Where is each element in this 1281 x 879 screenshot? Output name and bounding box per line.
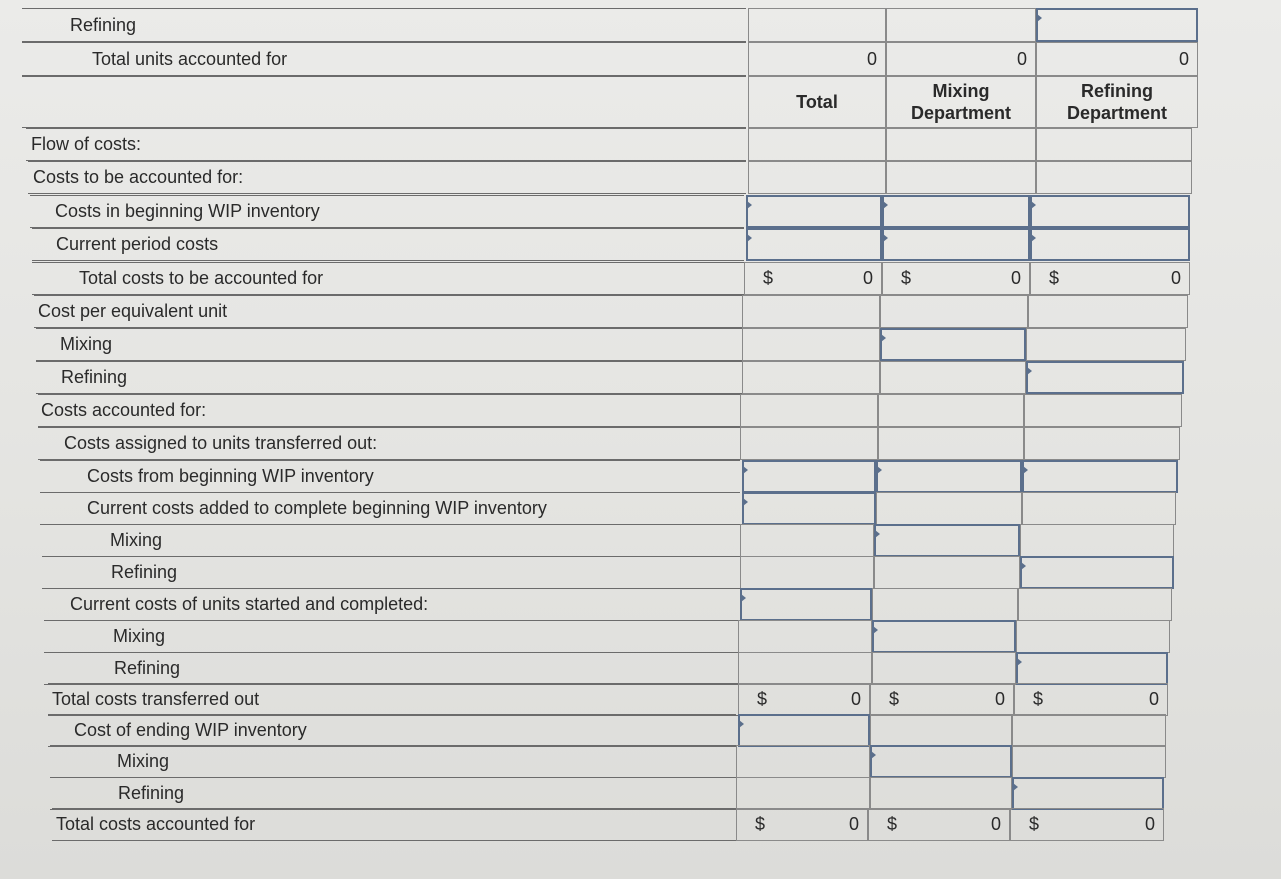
sc-mixing-mixing-input[interactable]	[872, 620, 1016, 653]
total-units-mixing-value: 0	[1016, 49, 1027, 69]
total-transferred-mixing-cell	[870, 683, 1014, 716]
added-refining-total-cell	[740, 556, 874, 589]
assigned-mixing-cell	[878, 427, 1024, 460]
total-accounted-total-cell	[736, 808, 868, 841]
added-mixing-total-cell	[740, 524, 874, 557]
started-completed-mixing-cell	[872, 588, 1018, 621]
total-units-total-cell	[748, 42, 886, 76]
beginning-wip-row	[22, 195, 1198, 228]
beginning-wip-refining-input[interactable]	[1030, 195, 1190, 228]
assigned-transferred-label: Costs assigned to units transferred out:	[38, 427, 740, 460]
ewip-mixing-mixing-input[interactable]	[870, 745, 1012, 778]
accounted-mixing-cell	[878, 394, 1024, 427]
cpeu-mixing-label: Mixing	[36, 328, 742, 361]
total-to-be-refining-currency: $	[1049, 268, 1060, 288]
flow-refining-cell	[1036, 128, 1192, 161]
ewip-refining-refining-input[interactable]	[1012, 777, 1164, 810]
cpeu-mixing-row	[22, 328, 1198, 361]
header-mixing-department: Mixing Department	[886, 76, 1036, 128]
flow-of-costs-row	[22, 128, 1198, 161]
total-costs-to-be-row	[22, 262, 1198, 295]
cost-per-eu-label: Cost per equivalent unit	[34, 295, 742, 328]
cost-per-eu-row	[22, 295, 1198, 328]
added-mixing-label: Mixing	[42, 524, 740, 557]
header-refining-department: Refining Department	[1036, 76, 1198, 128]
cpeu-refining-label: Refining	[36, 361, 742, 394]
ending-wip-label: Cost of ending WIP inventory	[48, 714, 736, 747]
current-period-costs-label: Current period costs	[32, 228, 744, 261]
from-beginning-wip-label: Costs from beginning WIP inventory	[40, 460, 740, 493]
total-units-refining-cell	[1036, 42, 1198, 76]
sc-refining-mixing-cell	[872, 652, 1016, 685]
total-transferred-total-currency: $	[757, 689, 768, 709]
current-period-costs-row	[22, 228, 1198, 261]
total-accounted-label: Total costs accounted for	[52, 808, 736, 841]
total-transferred-refining-value: 0	[1148, 689, 1159, 709]
accounted-total-cell	[740, 394, 878, 427]
total-to-be-refining-cell	[1030, 262, 1190, 295]
added-refining-row	[22, 556, 1198, 589]
cpeu-mixing-total-cell	[742, 328, 880, 361]
total-transferred-row	[22, 683, 1198, 716]
ewip-mixing-label: Mixing	[50, 745, 736, 778]
to-be-mixing-cell	[886, 161, 1036, 194]
to-be-refining-cell	[1036, 161, 1192, 194]
cpeu-refining-total-cell	[742, 361, 880, 394]
ewip-refining-row	[22, 777, 1198, 810]
units-refining-row	[22, 8, 1198, 42]
sc-refining-row	[22, 652, 1198, 685]
cpeu-refining-row	[22, 361, 1198, 394]
units-refining-total-cell	[748, 8, 886, 42]
cpeu-mixing-mixing-input[interactable]	[880, 328, 1026, 361]
total-transferred-refining-cell	[1014, 683, 1168, 716]
cpeu-refining-mixing-cell	[880, 361, 1026, 394]
added-refining-mixing-cell	[874, 556, 1020, 589]
ending-wip-total-input[interactable]	[738, 714, 870, 747]
total-accounted-total-value: 0	[848, 814, 859, 834]
ending-wip-refining-cell	[1012, 714, 1166, 747]
started-completed-row	[22, 588, 1198, 621]
units-refining-mixing-cell	[886, 8, 1036, 42]
total-to-be-mixing-cell	[882, 262, 1030, 295]
from-beginning-mixing-input[interactable]	[876, 460, 1022, 493]
sc-mixing-refining-cell	[1016, 620, 1170, 653]
from-beginning-wip-row	[22, 460, 1198, 493]
units-refining-refining-input[interactable]	[1036, 8, 1198, 42]
total-accounted-refining-cell	[1010, 808, 1164, 841]
total-transferred-total-cell	[738, 683, 870, 716]
added-mixing-refining-cell	[1020, 524, 1174, 557]
assigned-refining-cell	[1024, 427, 1180, 460]
assigned-transferred-row	[22, 427, 1198, 460]
accounted-refining-cell	[1024, 394, 1182, 427]
beginning-wip-total-input[interactable]	[746, 195, 882, 228]
added-mixing-mixing-input[interactable]	[874, 524, 1020, 557]
sc-refining-total-cell	[738, 652, 872, 685]
total-transferred-refining-currency: $	[1033, 689, 1044, 709]
costs-to-be-accounted-row	[22, 161, 1198, 194]
ewip-refining-total-cell	[736, 777, 870, 810]
started-completed-refining-cell	[1018, 588, 1172, 621]
from-beginning-refining-input[interactable]	[1022, 460, 1178, 493]
flow-mixing-cell	[886, 128, 1036, 161]
assigned-total-cell	[740, 427, 878, 460]
ewip-mixing-row	[22, 745, 1198, 778]
beginning-wip-label: Costs in beginning WIP inventory	[30, 195, 744, 228]
total-accounted-mixing-currency: $	[887, 814, 898, 834]
total-to-be-mixing-currency: $	[901, 268, 912, 288]
from-beginning-total-input[interactable]	[742, 460, 876, 493]
total-transferred-mixing-currency: $	[889, 689, 900, 709]
sc-refining-refining-input[interactable]	[1016, 652, 1168, 685]
ewip-mixing-refining-cell	[1012, 745, 1166, 778]
total-accounted-mixing-cell	[868, 808, 1010, 841]
header-spacer	[22, 76, 746, 128]
flow-total-cell	[748, 128, 886, 161]
beginning-wip-mixing-input[interactable]	[882, 195, 1030, 228]
total-to-be-total-value: 0	[862, 268, 873, 288]
total-accounted-row	[22, 808, 1198, 841]
total-transferred-total-value: 0	[850, 689, 861, 709]
current-added-label: Current costs added to complete beginning WIP inventory	[40, 492, 740, 525]
to-be-total-cell	[748, 161, 886, 194]
total-costs-to-be-label: Total costs to be accounted for	[32, 262, 744, 295]
units-refining-label: Refining	[22, 8, 746, 42]
added-refining-label: Refining	[42, 556, 740, 589]
cost-report-worksheet	[22, 0, 1198, 846]
current-added-total-input[interactable]	[742, 492, 876, 525]
started-completed-total-input[interactable]	[740, 588, 872, 621]
current-added-row	[22, 492, 1198, 525]
sc-mixing-row	[22, 620, 1198, 653]
sc-mixing-total-cell	[738, 620, 872, 653]
added-refining-refining-input[interactable]	[1020, 556, 1174, 589]
costs-accounted-for-label: Costs accounted for:	[38, 394, 740, 427]
cpeu-refining-refining-input[interactable]	[1026, 361, 1184, 394]
total-transferred-label: Total costs transferred out	[48, 683, 738, 716]
total-to-be-mixing-value: 0	[1010, 268, 1021, 288]
cpeu-mixing-refining-cell	[1026, 328, 1186, 361]
total-units-row	[22, 42, 1198, 76]
total-to-be-refining-value: 0	[1170, 268, 1181, 288]
sc-refining-label: Refining	[44, 652, 738, 685]
added-mixing-row	[22, 524, 1198, 557]
total-transferred-mixing-value: 0	[994, 689, 1005, 709]
costs-accounted-for-row	[22, 394, 1198, 427]
ending-wip-mixing-cell	[870, 714, 1012, 747]
ending-wip-row	[22, 714, 1198, 747]
cost-per-eu-total-cell	[742, 295, 880, 328]
total-accounted-mixing-value: 0	[990, 814, 1001, 834]
header-total: Total	[748, 76, 886, 128]
current-added-mixing-cell	[876, 492, 1022, 525]
sc-mixing-label: Mixing	[44, 620, 738, 653]
ewip-mixing-total-cell	[736, 745, 870, 778]
ewip-refining-mixing-cell	[870, 777, 1012, 810]
costs-to-be-accounted-label: Costs to be accounted for:	[28, 161, 746, 194]
current-period-total-input[interactable]	[746, 228, 882, 261]
current-added-refining-cell	[1022, 492, 1176, 525]
total-accounted-refining-value: 0	[1144, 814, 1155, 834]
column-header-row	[22, 76, 1198, 128]
total-units-refining-value: 0	[1178, 49, 1189, 69]
total-accounted-total-currency: $	[755, 814, 766, 834]
total-accounted-refining-currency: $	[1029, 814, 1040, 834]
ewip-refining-label: Refining	[50, 777, 736, 810]
total-units-mixing-cell	[886, 42, 1036, 76]
total-to-be-total-currency: $	[763, 268, 774, 288]
total-units-label: Total units accounted for	[22, 42, 746, 76]
flow-of-costs-label: Flow of costs:	[26, 128, 746, 161]
cost-per-eu-mixing-cell	[880, 295, 1028, 328]
started-completed-label: Current costs of units started and completed:	[44, 588, 740, 621]
current-period-refining-input[interactable]	[1030, 228, 1190, 261]
total-to-be-total-cell	[744, 262, 882, 295]
current-period-mixing-input[interactable]	[882, 228, 1030, 261]
total-units-total-value: 0	[866, 49, 877, 69]
cost-per-eu-refining-cell	[1028, 295, 1188, 328]
